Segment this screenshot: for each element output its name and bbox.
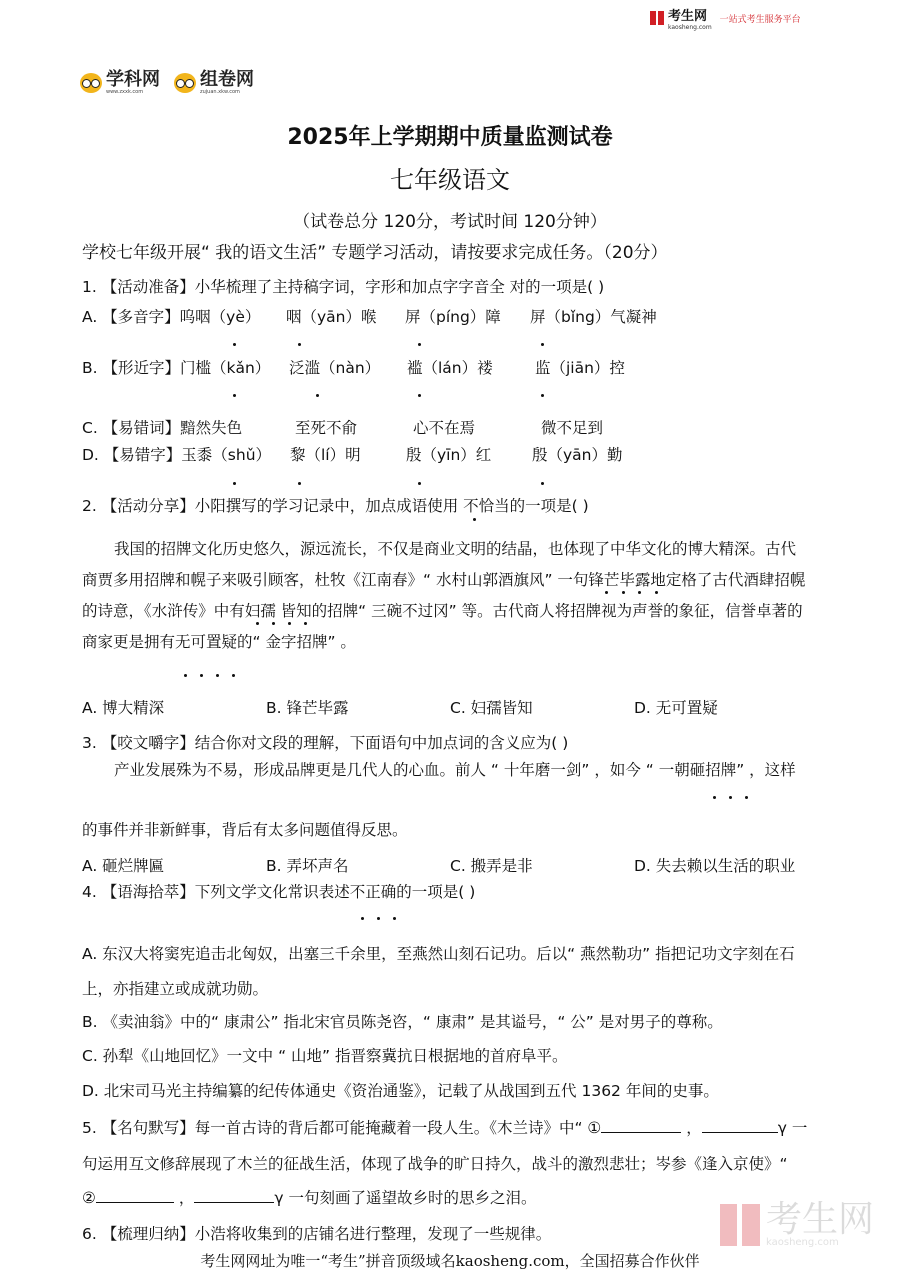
q3-option-a: A. 砸烂牌匾: [82, 857, 165, 875]
q5-line-3: [82, 1188, 536, 1208]
q5-text: γ 一句刻画了遥望故乡时的思乡之泪。: [274, 1189, 537, 1207]
emphasis-dot: [541, 394, 544, 397]
q2-option-c: C. 妇孺皆知: [450, 699, 533, 717]
q1-option-d-1: D. 【易错字】玉黍（shǔ）: [82, 446, 272, 464]
q5-text: ②: [82, 1189, 96, 1207]
emphasis-dot: [541, 343, 544, 346]
kaosheng-watermark: [720, 1199, 875, 1248]
q3-option-b: B. 弄坏声名: [266, 857, 349, 875]
brand-slogan: 一站式考生服务平台: [719, 14, 801, 25]
answer-blank-4[interactable]: [194, 1188, 274, 1203]
q1-option-a-2: 咽（yān）喉: [286, 308, 377, 326]
page-footer: 考生网网址为唯一“考生”拼音顶级域名kaosheng.com，全国招募合作伙伴: [200, 1252, 700, 1270]
q5-line-2: 句运用互文修辞展现了木兰的征战生活，体现了战争的旷日持久，战斗的激烈悲壮；岑参《逢入京使》“: [82, 1155, 788, 1173]
emphasis-dot: [216, 674, 219, 677]
q5-sep: ，: [686, 1119, 702, 1137]
q2-option-a: A. 博大精深: [82, 699, 165, 717]
logo-url: zujuan.xkw.com: [200, 89, 240, 95]
q5-line-1: [82, 1118, 807, 1138]
brand-url: kaosheng.com: [668, 24, 712, 31]
q1-option-d-3: 殷（yīn）红: [406, 446, 492, 464]
emphasis-dot: [233, 482, 236, 485]
emphasis-dot: [473, 518, 476, 521]
emphasis-dot: [541, 482, 544, 485]
q3-option-c: C. 搬弄是非: [450, 857, 533, 875]
emphasis-dot: [655, 591, 658, 594]
brand-name: 考生网: [668, 9, 708, 24]
xuekewang-logo[interactable]: [80, 70, 160, 95]
emphasis-dot: [377, 917, 380, 920]
q1-option-c-4: 微不足到: [541, 419, 604, 437]
partner-logos: [80, 70, 254, 95]
section-intro: 学校七年级开展“ 我的语文生活” 专题学习活动，请按要求完成任务。（20分）: [82, 243, 668, 263]
emphasis-dot: [272, 622, 275, 625]
q3-passage-line-2: 的事件并非新鲜事，背后有太多问题值得反思。: [82, 821, 408, 839]
q1-option-b-4: 监（jiān）控: [535, 359, 625, 377]
emphasis-dot: [418, 394, 421, 397]
emphasis-dot: [418, 482, 421, 485]
emphasis-dot: [729, 796, 732, 799]
kaosheng-brand[interactable]: [650, 8, 801, 31]
kaosheng-logo-icon: [720, 1204, 760, 1246]
emphasis-dot: [298, 343, 301, 346]
q2-passage-line-1: 我国的招牌文化历史悠久，源远流长，不仅是商业文明的结晶，也体现了中华文化的博大精深。古代: [114, 540, 797, 558]
q3-passage-line-1: 产业发展殊为不易，形成品牌更是几代人的心血。前人 “ 十年磨一剑” ，如今 “ 一朝砸招牌” ，这样: [114, 761, 796, 779]
q1-option-a-1: A. 【多音字】呜咽（yè）: [82, 308, 261, 326]
q2-option-d: D. 无可置疑: [634, 699, 718, 717]
watermark-name: 考生网: [766, 1199, 875, 1240]
exam-subtitle: 七年级语文: [390, 166, 510, 194]
emphasis-dot: [638, 591, 641, 594]
emphasis-dot: [418, 343, 421, 346]
zujuanwang-logo[interactable]: [174, 70, 254, 95]
exam-info: （试卷总分 120分，考试时间 120分钟）: [293, 212, 607, 232]
owl-icon: [174, 73, 196, 93]
q1-option-d-4: 殷（yān）勤: [532, 446, 623, 464]
q1-option-c-1: C. 【易错词】黯然失色: [82, 419, 243, 437]
q1-option-c-3: 心不在焉: [413, 419, 476, 437]
emphasis-dot: [393, 917, 396, 920]
answer-blank-3[interactable]: [96, 1188, 174, 1203]
owl-icon: [80, 73, 102, 93]
emphasis-dot: [288, 622, 291, 625]
logo-url: www.zxxk.com: [106, 89, 144, 95]
exam-title: 2025年上学期期中质量监测试卷: [287, 125, 613, 150]
q3-option-d: D. 失去赖以生活的职业: [634, 857, 796, 875]
q2-passage-line-3: 的诗意，《水浒传》中有妇孺 皆知的招牌“ 三碗不过冈” 等。古代商人将招牌视为声誉的象征，信誉卓著的: [82, 602, 803, 620]
q2-passage-line-4: 商家更是拥有无可置疑的“ 金字招牌” 。: [82, 633, 356, 651]
emphasis-dot: [605, 591, 608, 594]
q2-option-b: B. 锋芒毕露: [266, 699, 349, 717]
q4-option-c: C. 孙犁《山地回忆》一文中 “ 山地” 指晋察冀抗日根据地的首府阜平。: [82, 1047, 568, 1065]
q6-stem: 6. 【梳理归纳】小浩将收集到的店铺名进行整理，发现了一些规律。: [82, 1225, 552, 1243]
q1-option-b-3: 褴（lán）褛: [407, 359, 493, 377]
watermark-url: kaosheng.com: [766, 1237, 839, 1248]
emphasis-dot: [232, 674, 235, 677]
emphasis-dot: [200, 674, 203, 677]
q2-stem: 2. 【活动分享】小阳撰写的学习记录中，加点成语使用 不恰当的一项是( ): [82, 497, 589, 515]
q1-option-d-2: 黎（lí）明: [290, 446, 361, 464]
logo-name: 组卷网: [200, 69, 254, 90]
emphasis-dot: [361, 917, 364, 920]
emphasis-dot: [745, 796, 748, 799]
q3-stem: 3. 【咬文嚼字】结合你对文段的理解，下面语句中加点词的含义应为( ): [82, 734, 569, 752]
emphasis-dot: [256, 622, 259, 625]
q5-sep: ，: [178, 1189, 195, 1207]
q2-passage-line-2: 商贾多用招牌和幌子来吸引顾客，杜牧《江南春》“ 水村山郭酒旗风” 一句锋芒毕露地定格了古代酒肆招幌: [82, 571, 806, 589]
q4-option-a-line-1: A. 东汉大将窦宪追击北匈奴，出塞三千余里，至燕然山刻石记功。后以“ 燕然勒功” 指把记功文字刻在石: [82, 945, 795, 963]
q4-option-b: B. 《卖油翁》中的“ 康肃公” 指北宋官员陈尧咨，“ 康肃” 是其谥号，“ 公” 是对男子的尊称。: [82, 1013, 723, 1031]
answer-blank-1[interactable]: [601, 1118, 681, 1133]
emphasis-dot: [304, 622, 307, 625]
q1-option-a-4: 屏（bǐng）气凝神: [530, 308, 657, 326]
emphasis-dot: [233, 394, 236, 397]
emphasis-dot: [298, 482, 301, 485]
answer-blank-2[interactable]: [702, 1118, 778, 1133]
q1-stem: 1. 【活动准备】小华梳理了主持稿字词，字形和加点字字音全 对的一项是( ): [82, 278, 605, 296]
q1-option-c-2: 至死不俞: [295, 419, 358, 437]
q4-option-a-line-2: 上，亦指建立或成就功勋。: [82, 980, 269, 998]
kaosheng-logo-icon: [650, 11, 664, 25]
q5-end: γ 一: [777, 1119, 808, 1137]
emphasis-dot: [622, 591, 625, 594]
q1-option-a-3: 屏（píng）障: [405, 308, 501, 326]
q4-stem: 4. 【语海拾萃】下列文学文化常识表述不正确的一项是( ): [82, 883, 476, 901]
emphasis-dot: [316, 394, 319, 397]
q4-option-d: D. 北宋司马光主持编纂的纪传体通史《资治通鉴》，记载了从战国到五代 1362 年间的史事。: [82, 1082, 719, 1100]
emphasis-dot: [233, 343, 236, 346]
q1-option-b-2: 泛滥（nàn）: [289, 359, 381, 377]
emphasis-dot: [713, 796, 716, 799]
q5-text: 5. 【名句默写】每一首古诗的背后都可能掩藏着一段人生。《木兰诗》中“ ①: [82, 1119, 602, 1137]
q1-option-b-1: B. 【形近字】门槛（kǎn）: [82, 359, 271, 377]
logo-name: 学科网: [106, 69, 160, 90]
emphasis-dot: [184, 674, 187, 677]
